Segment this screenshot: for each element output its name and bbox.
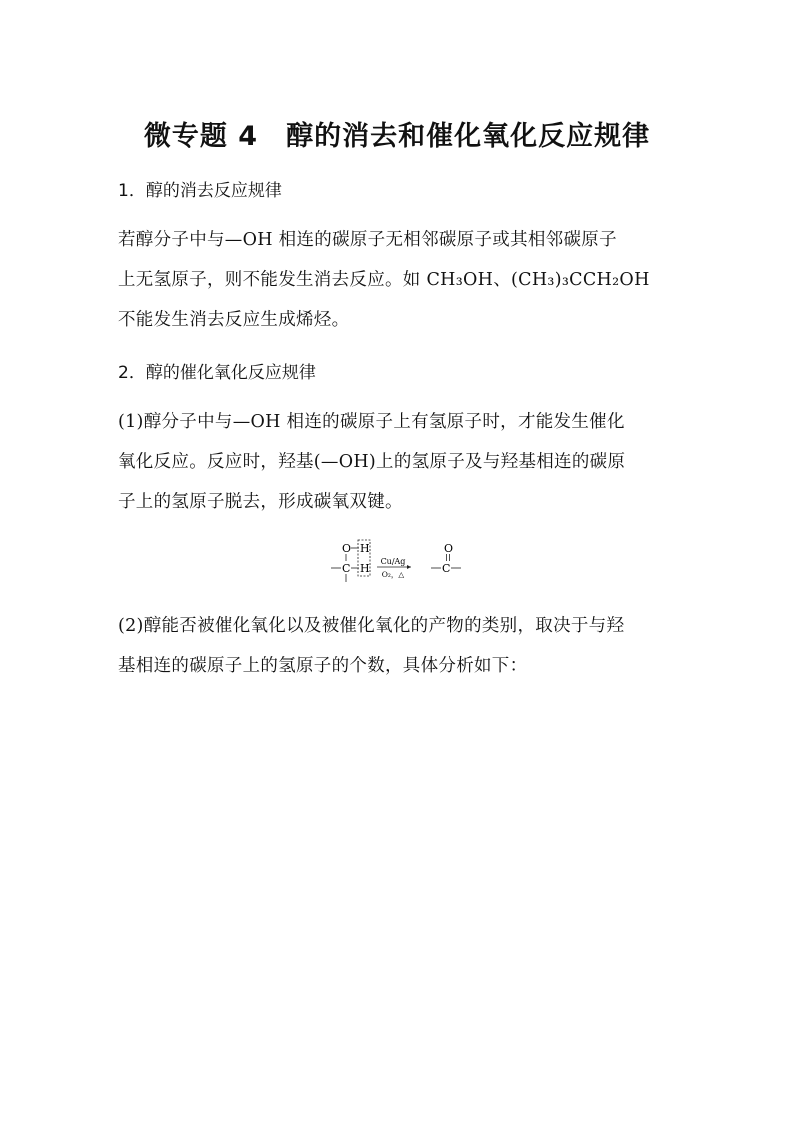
reactant-carbon: C — [342, 562, 351, 575]
product-carbon: C — [442, 562, 451, 575]
paragraph-line: 氧化反应。反应时，羟基(—OH)上的氢原子及与羟基相连的碳原 — [118, 452, 626, 472]
paragraph-line: 基相连的碳原子上的氢原子的个数，具体分析如下： — [118, 656, 528, 676]
paragraph-line: 若醇分子中与—OH 相连的碳原子无相邻碳原子或其相邻碳原子 — [118, 230, 617, 250]
catalyst-label: Cu/Ag — [380, 557, 406, 566]
reactant-hydrogen-ch: H — [360, 562, 370, 575]
oxidation-reaction-diagram — [325, 536, 475, 586]
page-title: 微专题 4 醇的消去和催化氧化反应规律 — [143, 121, 651, 152]
section-heading-oxidation: 2．醇的催化氧化反应规律 — [118, 363, 316, 383]
paragraph-line: 上无氢原子，则不能发生消去反应。如 CH₃OH、(CH₃)₃CCH₂OH — [118, 270, 650, 290]
section-heading-elimination: 1．醇的消去反应规律 — [118, 181, 282, 201]
paragraph-line: (2)醇能否被催化氧化以及被催化氧化的产物的类别，取决于与羟 — [118, 616, 625, 636]
reactant-hydrogen-oh: H — [360, 542, 370, 555]
paragraph-line: (1)醇分子中与—OH 相连的碳原子上有氢原子时，才能发生催化 — [118, 412, 625, 432]
condition-label: O₂，△ — [381, 570, 405, 579]
product-oxygen: O — [444, 542, 454, 555]
paragraph-line: 不能发生消去反应生成烯烃。 — [118, 310, 350, 330]
paragraph-line: 子上的氢原子脱去，形成碳氧双键。 — [118, 492, 403, 512]
reactant-oxygen: O — [342, 542, 352, 555]
